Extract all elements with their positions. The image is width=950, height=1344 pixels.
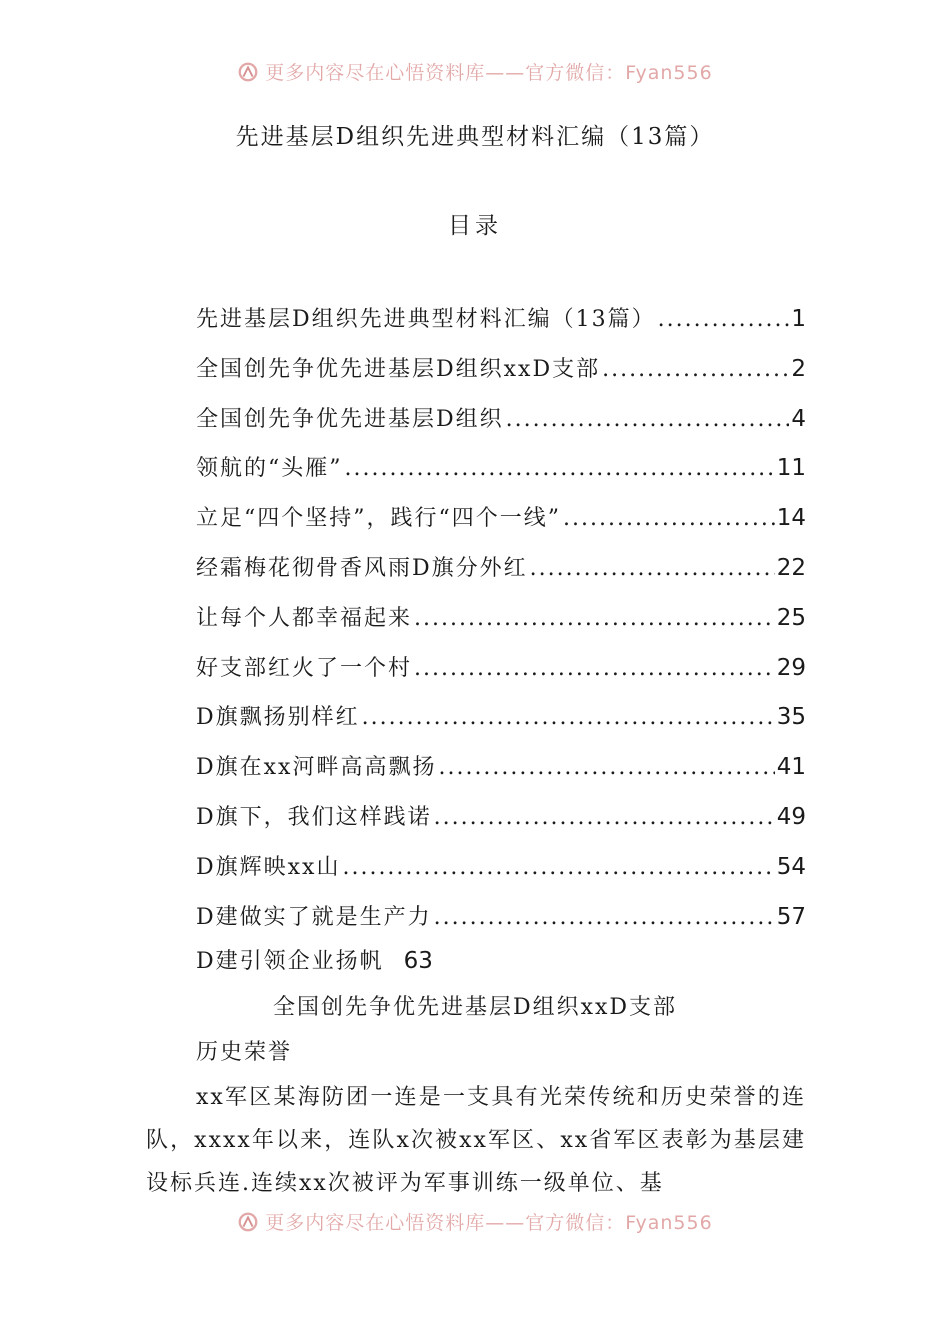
toc-item-label: D建做实了就是生产力: [196, 904, 432, 930]
document-title: 先进基层D组织先进典型材料汇编（13篇）: [235, 124, 715, 150]
toc-item-page: 11: [776, 455, 806, 482]
watermark-text: 更多内容尽在心悟资料库——官方微信：Fyan556: [265, 1212, 713, 1234]
toc-item-label: D旗下，我们这样践诺: [196, 804, 432, 830]
toc-item[interactable]: [196, 850, 806, 900]
toc-item[interactable]: [196, 750, 806, 800]
toc-leader-dots: [506, 407, 790, 432]
watermark-text: 更多内容尽在心悟资料库——官方微信：Fyan556: [265, 62, 713, 84]
toc-item-label: 立足“四个坚持”，践行“四个一线”: [196, 506, 561, 532]
toc-item-page: 41: [776, 754, 806, 781]
toc-item-page: 49: [776, 803, 806, 830]
toc-item-page: 29: [776, 654, 806, 681]
section-title: 全国创先争优先进基层D组织xxD支部: [272, 995, 678, 1020]
sub-heading: 历史荣誉: [196, 1040, 293, 1065]
toc-item[interactable]: [196, 451, 806, 501]
toc-item-label: 领航的“头雁”: [196, 456, 343, 482]
toc-leader-dots: [434, 805, 775, 830]
toc-item-page: 54: [776, 853, 806, 880]
toc-item-last[interactable]: [196, 944, 433, 975]
toc-item-label: D旗飘扬别样红: [196, 705, 360, 731]
toc-item-label: 让每个人都幸福起来: [196, 605, 413, 631]
toc-item[interactable]: [196, 700, 806, 750]
toc-item[interactable]: [196, 601, 806, 651]
watermark-logo-icon: [237, 61, 259, 83]
toc-item-label: D旗在xx河畔高高飘扬: [196, 755, 437, 781]
toc-item-label: D建引领企业扬帆: [196, 949, 384, 974]
watermark-top: [0, 58, 950, 85]
toc-item-label: 经霜梅花彻骨香风雨D旗分外红: [196, 555, 528, 581]
toc-leader-dots: [563, 506, 775, 531]
toc-leader-dots: [414, 656, 775, 681]
toc-item[interactable]: [196, 402, 806, 452]
watermark-logo-icon: [237, 1211, 259, 1233]
toc-leader-dots: [602, 357, 789, 382]
toc-item[interactable]: [196, 651, 806, 701]
toc-item-label: 全国创先争优先进基层D组织: [196, 406, 504, 432]
body-paragraph: xx军区某海防团一连是一支具有光荣传统和历史荣誉的连队，xxxx年以来，连队x次被xx军区、xx省军区表彰为基层建设标兵连.连续xx次被评为军事训练一级单位、基: [146, 1085, 806, 1196]
toc-leader-dots: [414, 606, 775, 631]
toc-leader-dots: [438, 755, 774, 780]
toc-leader-dots: [342, 855, 774, 880]
toc-item-page: 57: [776, 903, 806, 930]
toc-item[interactable]: [196, 302, 806, 352]
toc-item[interactable]: [196, 551, 806, 601]
toc-item-page: 25: [776, 604, 806, 631]
toc-item-page: 2: [791, 355, 806, 382]
toc-leader-dots: [345, 456, 775, 481]
toc-heading: 目录: [448, 213, 502, 239]
toc-item[interactable]: [196, 352, 806, 402]
toc-leader-dots: [362, 705, 775, 730]
toc-item-page: 14: [776, 505, 806, 532]
toc-item-label: 全国创先争优先进基层D组织xxD支部: [196, 356, 601, 382]
toc-leader-dots: [658, 307, 790, 332]
toc-item-page: 4: [791, 405, 806, 432]
toc-item-label: D旗辉映xx山: [196, 854, 341, 880]
toc-item[interactable]: [196, 800, 806, 850]
toc-item[interactable]: [196, 900, 806, 950]
toc-leader-dots: [434, 905, 775, 930]
toc-item-page: 1: [791, 306, 806, 332]
toc-item-page: 63: [403, 948, 433, 974]
table-of-contents: [196, 302, 806, 949]
toc-item-label: 先进基层D组织先进典型材料汇编（13篇）: [196, 307, 656, 332]
toc-item-label: 好支部红火了一个村: [196, 655, 413, 681]
toc-item[interactable]: [196, 501, 806, 551]
toc-item-page: 22: [776, 554, 806, 581]
watermark-bottom: [0, 1208, 950, 1235]
toc-item-page: 35: [776, 704, 806, 731]
toc-leader-dots: [530, 556, 775, 581]
